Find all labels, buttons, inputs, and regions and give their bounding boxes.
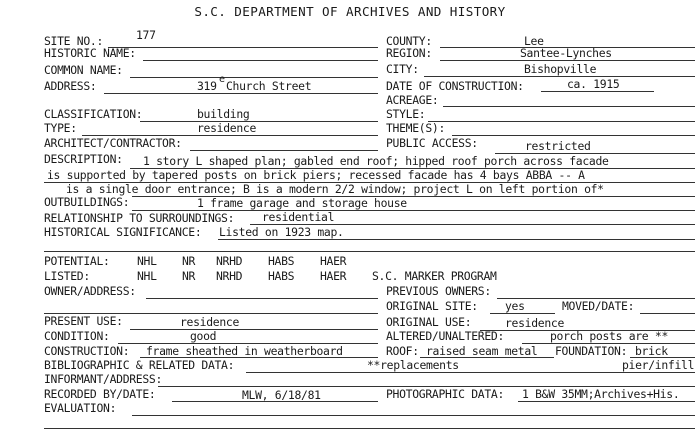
bibliographic-line: [246, 372, 695, 373]
date-construction-line: [541, 91, 654, 92]
city-line: [424, 76, 695, 77]
page-title: S.C. DEPARTMENT OF ARCHIVES AND HISTORY: [194, 4, 506, 19]
classification-label: CLASSIFICATION:: [44, 107, 143, 121]
moved-date-label: MOVED/DATE:: [562, 299, 635, 313]
photographic-value: 1 B&W 35MM;Archives+His.: [522, 387, 680, 401]
common-name-label: COMMON NAME:: [44, 63, 123, 77]
present-use-value: residence: [180, 315, 240, 329]
significance-label: HISTORICAL SIGNIFICANCE:: [44, 225, 202, 239]
classification-line: [140, 121, 378, 122]
acreage-line: [443, 106, 695, 107]
significance-line: [218, 239, 695, 240]
evaluation-line: [132, 415, 695, 416]
original-site-label: ORIGINAL SITE:: [386, 299, 478, 313]
address-insert: e: [219, 74, 225, 85]
address-label: ADDRESS:: [44, 79, 97, 93]
address-number: 319: [197, 79, 217, 93]
date-construction-label: DATE OF CONSTRUCTION:: [386, 79, 524, 93]
site-no-line: [108, 47, 378, 48]
owner-line: [146, 298, 378, 299]
construction-label: CONSTRUCTION:: [44, 344, 130, 358]
potential-nr: NR: [182, 254, 196, 268]
roof-label: ROOF:: [386, 344, 419, 358]
region-value: Santee-Lynches: [520, 46, 612, 60]
listed-haer: HAER: [320, 269, 347, 283]
original-site-value: yes: [505, 299, 525, 313]
city-value: Bishopville: [524, 62, 597, 76]
original-use-value: residence: [505, 316, 565, 330]
relationship-label: RELATIONSHIP TO SURROUNDINGS:: [44, 211, 235, 225]
owner-label: OWNER/ADDRESS:: [44, 284, 136, 298]
bibliographic-label: BIBLIOGRAPHIC & RELATED DATA:: [44, 358, 235, 372]
description-line-2: is supported by tapered posts on brick piers; recessed facade has 4 bays ABBA -- A: [47, 168, 585, 182]
type-value: residence: [197, 121, 257, 135]
present-use-label: PRESENT USE:: [44, 314, 123, 328]
architect-label: ARCHITECT/CONTRACTOR:: [44, 136, 182, 150]
architect-line: [190, 150, 378, 151]
foundation-value-2: pier/infill: [622, 358, 695, 372]
historic-name-line: [143, 60, 378, 61]
date-construction-value: ca. 1915: [567, 77, 620, 91]
county-label: COUNTY:: [386, 34, 432, 48]
informant-label: INFORMANT/ADDRESS:: [44, 372, 163, 386]
style-line: [428, 121, 695, 122]
significance-value: Listed on 1923 map.: [219, 225, 344, 239]
condition-label: CONDITION:: [44, 329, 110, 343]
moved-date-line: [640, 313, 695, 314]
theme-line: [452, 135, 695, 136]
listed-habs: HABS: [268, 269, 295, 283]
potential-label: POTENTIAL:: [44, 254, 110, 268]
photographic-line: [518, 401, 695, 402]
original-site-line: [490, 313, 555, 314]
previous-owners-label: PREVIOUS OWNERS:: [386, 284, 491, 298]
section-divider: [44, 251, 695, 252]
foundation-label: FOUNDATION:: [555, 344, 628, 358]
potential-habs: HABS: [268, 254, 295, 268]
city-label: CITY:: [386, 62, 419, 76]
photographic-label: PHOTOGRAPHIC DATA:: [386, 387, 505, 401]
altered-value: porch posts are **: [550, 329, 669, 343]
region-line: [440, 60, 695, 61]
region-label: REGION:: [386, 46, 432, 60]
classification-value: building: [197, 107, 250, 121]
county-value: Lee: [524, 34, 544, 48]
listed-label: LISTED:: [44, 269, 90, 283]
description-line-1: 1 story L shaped plan; gabled end roof; hipped roof porch across facade: [143, 154, 609, 168]
present-use-line: [130, 329, 378, 330]
potential-nhl: NHL: [137, 254, 157, 268]
listed-nrhd: NRHD: [216, 269, 243, 283]
theme-label: THEME(S):: [386, 121, 446, 135]
style-label: STYLE:: [386, 107, 426, 121]
potential-nrhd: NRHD: [216, 254, 243, 268]
type-label: TYPE:: [44, 121, 77, 135]
recorded-value: MLW, 6/18/81: [242, 388, 321, 402]
historic-name-label: HISTORIC NAME:: [44, 46, 136, 60]
listed-nr: NR: [182, 269, 196, 283]
description-line-3: is a single door entrance; B is a modern 2/2 window; project L on left portion of*: [66, 182, 604, 196]
construction-value: frame sheathed in weatherboard: [146, 344, 343, 358]
listed-nhl: NHL: [137, 269, 157, 283]
public-access-value: restricted: [525, 139, 591, 153]
outbuildings-label: OUTBUILDINGS:: [44, 195, 130, 209]
original-use-label: ORIGINAL USE:: [386, 315, 472, 329]
foundation-value: brick: [635, 344, 668, 358]
site-no-label: SITE NO.:: [44, 34, 104, 48]
description-label: DESCRIPTION:: [44, 152, 123, 166]
acreage-label: ACREAGE:: [386, 93, 439, 107]
evaluation-label: EVALUATION:: [44, 401, 117, 415]
bibliographic-note: **replacements: [367, 358, 459, 372]
recorded-line: [172, 401, 378, 402]
site-no-value: 177: [136, 28, 156, 42]
outbuildings-rule-top: [132, 196, 695, 197]
altered-label: ALTERED/UNALTERED:: [386, 329, 505, 343]
address-line: [104, 93, 378, 94]
marker-program-label: S.C. MARKER PROGRAM: [372, 269, 497, 283]
common-name-line: [130, 77, 378, 78]
address-street: Church Street: [226, 79, 312, 93]
outbuildings-value: 1 frame garage and storage house: [197, 196, 407, 210]
public-access-label: PUBLIC ACCESS:: [386, 136, 478, 150]
relationship-value: residential: [262, 210, 335, 224]
bottom-line: [44, 428, 695, 429]
recorded-label: RECORDED BY/DATE:: [44, 387, 156, 401]
roof-value: raised seam metal: [426, 344, 538, 358]
condition-value: good: [190, 329, 217, 343]
potential-haer: HAER: [320, 254, 347, 268]
